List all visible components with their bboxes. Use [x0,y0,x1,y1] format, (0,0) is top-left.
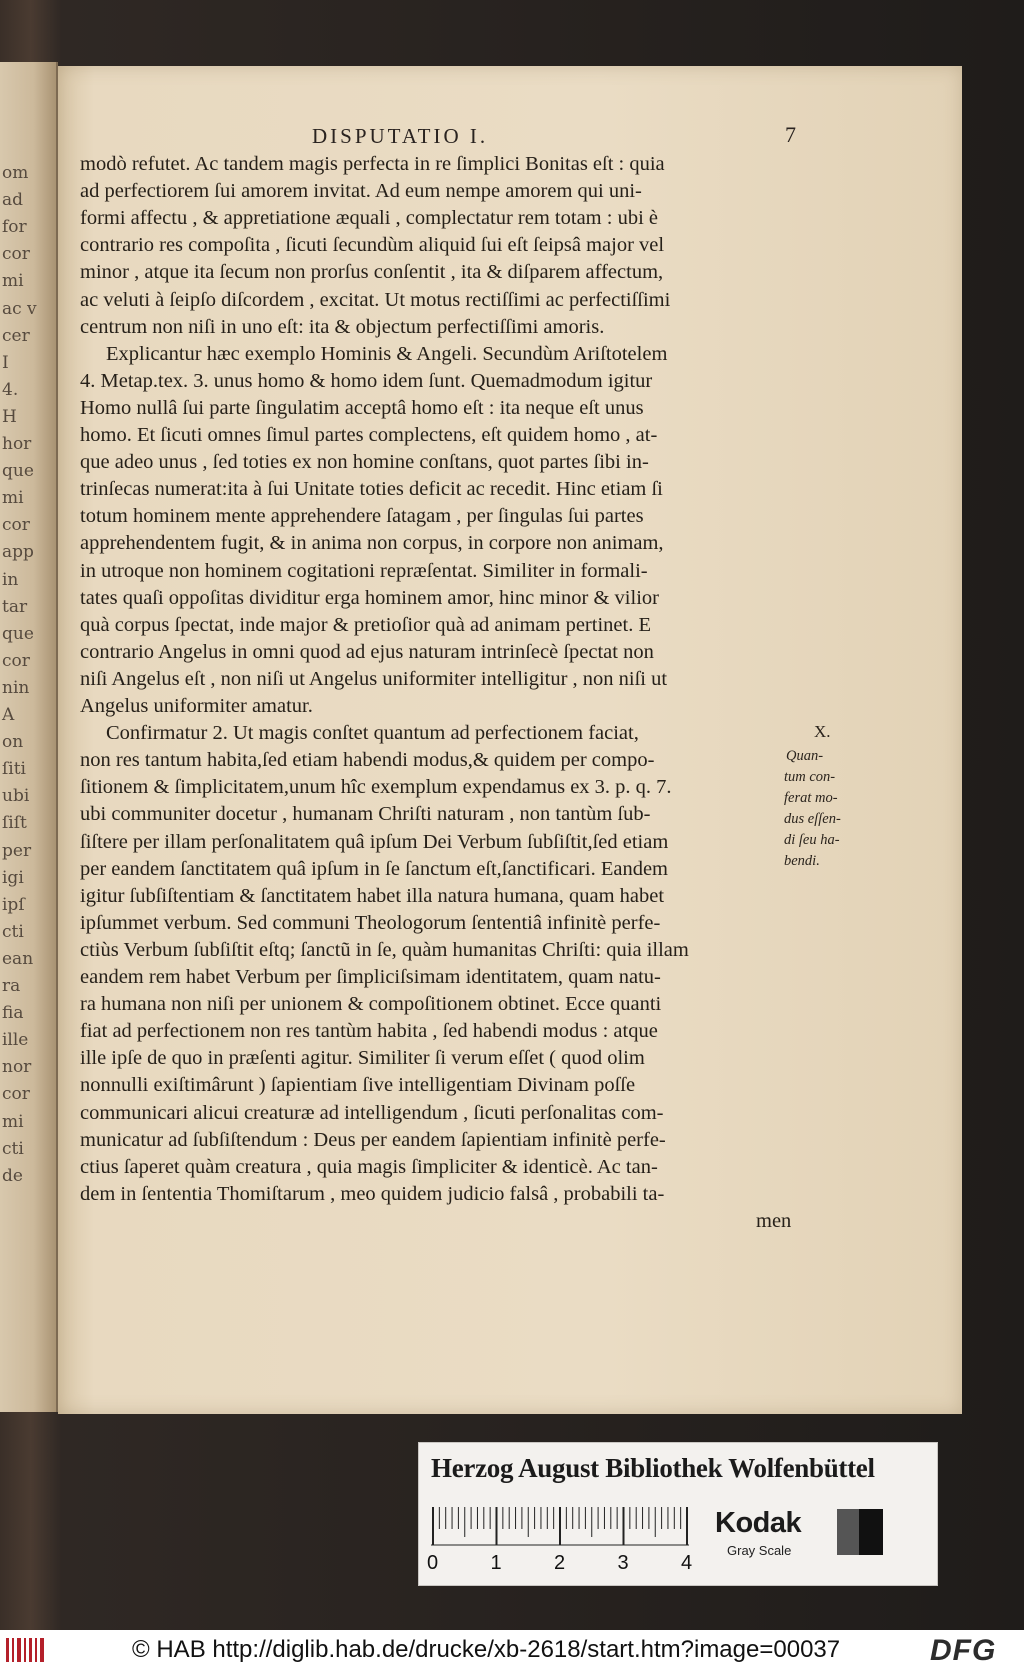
facing-page-fragment: ac v [2,298,37,319]
text-line: ad perfectiorem ſui amorem invitat. Ad eum nempe amorem qui uni- [80,180,642,203]
facing-page-fragment: nor [2,1057,32,1078]
text-line: homo. Et ſicuti omnes ſimul partes complectens, eſt quidem homo , at- [80,424,658,446]
facing-page-fragment: H [2,406,17,427]
text-line: formi affectu , & appretiatione æquali , complectatur rem totam : ubi è [80,207,658,230]
dfg-logo: DFG [930,1634,997,1667]
gray-scale-label: Gray Scale [727,1543,792,1558]
facing-page-fragment: tar [2,596,28,617]
facing-page-fragment: que [2,461,34,482]
facing-page-fragment: ad [2,190,24,211]
facing-page-fragment: ean [2,948,34,969]
ruler-label: 4 [681,1552,693,1574]
facing-page-fragment: que [2,623,34,644]
running-head: DISPUTATIO I. [312,124,489,148]
text-line: modò refutet. Ac tandem magis perfecta in re ſimplici Bonitas eſt : quia [80,153,665,175]
facing-page-fragment: app [2,542,34,563]
text-line: ra humana non niſi per unionem & compoſitionem obtinet. Ecce quanti [80,993,662,1016]
facing-page-fragment: ipſ [2,894,25,915]
text-line: ipſummet verbum. Sed communi Theologorum ſententiâ infinitè perfe- [80,911,661,934]
ruler-label: 0 [427,1552,439,1574]
text-line: niſi Angelus eſt , non niſi ut Angelus uniformiter intelligitur , non niſi ut [80,667,668,690]
kodak-logo: Kodak [715,1507,802,1539]
measurement-ruler [427,1507,701,1577]
text-line: contrario res compoſita , ſicuti ſecundùm aliquid ſui eſt ſeipsâ major vel [80,234,665,257]
footer-bar [0,1630,1024,1670]
facing-page-fragment: for [2,217,27,238]
text-line: fiat ad perfectionem non res tantùm habita , ſed habendi modus : atque [80,1020,658,1043]
text-line: in utroque non hominem cogitationi repræſentat. Similiter in formali- [80,559,648,582]
text-line: ac veluti à ſeipſo diſcordem , excitat. Ut motus rectiſſimi ac perfectiſſimi [80,288,671,311]
margin-note-line: ferat mo- [784,790,838,806]
text-line: tates quaſi oppoſitas dividitur erga hominem amor, hinc minor & vilior [80,586,659,609]
text-line: ſiſtere per illam perſonalitatem quâ ipſum Dei Verbum ſubſiſtit,ſed etiam [80,830,669,853]
text-line: Confirmatur 2. Ut magis conſtet quantum ad perfectionem faciat, [106,722,639,745]
ruler-label: 3 [617,1552,629,1574]
facing-page-fragment: de [2,1165,23,1186]
text-line: men [756,1209,792,1232]
text-line: Angelus uniformiter amatur. [80,695,313,717]
facing-page-fragment: ubi [2,786,30,807]
facing-page-fragment: mi [2,271,24,292]
text-line: centrum non niſi in uno eſt: ita & objectum perfectiſſimi amoris. [80,315,605,338]
margin-note-line: bendi. [784,853,820,869]
facing-page-fragment: I [2,352,9,373]
text-line: ubi communiter docetur , humanam Chriſti naturam , non tantùm ſub- [80,803,651,826]
facing-page-fragment: hor [2,434,32,454]
text-line: dem in ſententia Thomiſtarum , meo quidem judicio falsâ , probabili ta- [80,1182,665,1205]
facing-page-fragment: igi [2,867,24,888]
facing-page-fragment: cor [2,1084,30,1105]
text-line: totum hominem mente apprehendere ſatagam , per ſingulas ſui partes [80,505,644,528]
library-name: Herzog August Bibliothek Wolfenbüttel [431,1453,875,1483]
text-line: minor , atque ita ſecum non prorſus conſentit , ita & diſparem affectum, [80,261,664,284]
facing-page-fragment: ſiti [2,759,26,780]
gray-scale-patches [837,1509,883,1555]
text-line: apprehendentem fugit, & in anima non corpus, in corpore non animam, [80,532,664,555]
text-line: trinſecas numerat:ita à ſui Unitate toties deficit ac recedit. Hinc etiam ſi [80,478,663,501]
facing-page-fragment: cor [2,650,30,671]
margin-note-line: Quan- [786,748,824,764]
text-line: 4. Metap.tex. 3. unus homo & homo idem ſunt. Quemadmodum igitur [80,369,653,392]
text-line: quà corpus ſpectat, inde major & pretioſior quà ad animam pertinet. E [80,613,651,636]
text-line: ctiùs Verbum ſubſiſtit eſtq; ſanctũ in ſe, quàm humanitas Chriſti: quia illam [80,938,689,961]
facing-page-fragment: on [2,732,24,753]
facing-page-fragment: per [2,840,32,861]
facing-page-fragment: cor [2,244,30,265]
text-line: Explicantur hæc exemplo Hominis & Angeli. Secundùm Ariſtotelem [106,342,668,365]
text-line: per eandem ſanctitatem quâ ipſum in ſe ſanctum eſt,ſanctificari. Eandem [80,857,669,880]
text-line: ſitionem & ſimplicitatem,unum hîc exemplum expendamus ex 3. p. q. 7. [80,776,672,799]
facing-page-fragment: cti [2,1138,24,1159]
ruler-label: 2 [554,1552,566,1574]
margin-note-line: dus eſſen- [784,811,841,827]
facing-page-fragment: cor [2,515,30,536]
text-line: nonnulli exiſtimârunt ) ſapientiam ſive intelligentiam Divinam poſſe [80,1074,636,1097]
facing-page-fragment: 4. [2,379,19,400]
facing-page-fragment: A [2,705,15,725]
text-line: communicari alicui creaturæ ad intelligendum , ſicuti perſonalitas com- [80,1101,664,1124]
ruler-label: 1 [490,1552,502,1574]
margin-note-line: tum con- [784,769,836,785]
copyright-url: © HAB http://diglib.hab.de/drucke/xb-2618/start.htm?image=00037 [132,1636,841,1663]
facing-page-fragment: mi [2,488,24,509]
text-line: eandem rem habet Verbum per ſimpliciſsimam identitatem, quam natu- [80,966,661,988]
facing-page-fragment: fia [2,1003,24,1024]
facing-page-fragment: cer [2,325,30,346]
facing-page-fragment: ille [2,1030,29,1051]
text-line: igitur ſubſiſtentiam & ſanctitatem habet illa natura humana, quam habet [80,884,665,907]
hab-barcode-icon [6,1636,48,1664]
text-line: contrario Angelus in omni quod ad ejus naturam intrinſecè ſpectat non [80,640,654,663]
facing-page-fragment: mi [2,1111,24,1132]
margin-section-number: X. [814,722,831,741]
margin-note-line: di ſeu ha- [784,832,840,848]
color-card [418,1442,938,1586]
facing-page-fragment: ra [2,976,21,996]
text-line: municatur ad ſubſiſtendum : Deus per eandem ſapientiam infinitè perfe- [80,1128,666,1151]
facing-page-fragment: cti [2,921,24,942]
text-line: Homo nullâ ſui parte ſingulatim acceptâ homo eſt : ita neque eſt unus [80,396,644,419]
text-line: non res tantum habita,ſed etiam habendi modus,& quidem per compo- [80,749,655,772]
page-number: 7 [785,122,796,147]
facing-page-fragment: ſiſt [2,813,27,834]
text-line: ille ipſe de quo in præſenti agitur. Similiter ſi verum eſſet ( quod olim [80,1047,645,1070]
text-line: que adeo unus , ſed toties ex non homine conſtans, quot partes ſibi in- [80,451,649,474]
facing-page-fragment: nin [2,677,30,698]
facing-page-fragment: om [2,163,29,183]
text-line: ctius ſaperet quàm creatura , quia magis ſimpliciter & identicè. Ac tan- [80,1155,658,1178]
facing-page-fragment: in [2,569,19,590]
